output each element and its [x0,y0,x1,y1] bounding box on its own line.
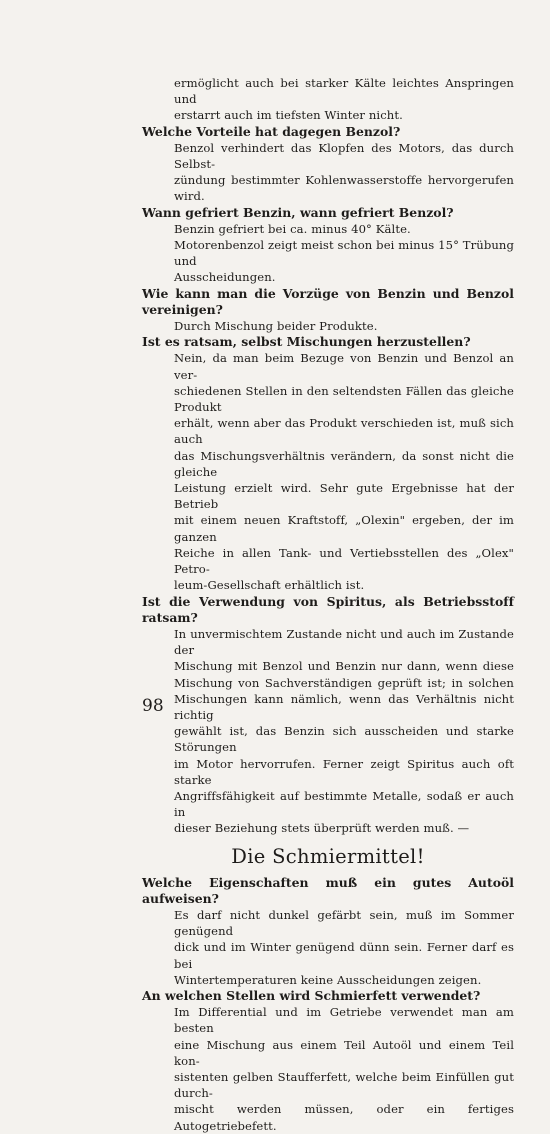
answer-text [174,350,514,593]
answer-text [174,140,514,205]
qa-spiritus [142,594,514,837]
answer-text [174,221,514,286]
text-line: ermöglicht auch bei starker Kälte leichtes Anspringen und [174,76,514,107]
text-line: das Mischungsverhältnis verändern, da sonst nicht die gleiche [174,448,514,479]
answer-text [174,907,514,988]
text-line: Durch Mischung beider Produkte. [174,319,378,334]
question-heading: Wann gefriert Benzin, wann gefriert Benzol? [142,204,454,220]
text-line: Im Differential und im Getriebe verwendet man am besten [174,1005,514,1036]
text-line: dieser Beziehung stets überprüft werden muß. — [174,821,470,836]
question-heading: Ist es ratsam, selbst Mischungen herzustellen? [142,334,471,350]
text-line: Motorenbenzol zeigt meist schon bei minus 15° Trübung und [174,238,514,269]
qa-gefrierpunkt [142,205,514,286]
text-line: mit einem neuen Kraftstoff, „Olexin" ergeben, der im ganzen [174,513,514,544]
qa-vorzuege-vereinigen [142,286,514,335]
text-line: Mischungen kann nämlich, wenn das Verhältnis nicht richtig [174,691,514,722]
answer-text [174,75,514,124]
text-line: Wintertemperaturen keine Ausscheidungen zeigen. [174,972,482,987]
text-line: Nein, da man beim Bezuge von Benzin und Benzol an ver- [174,351,514,382]
page-text [142,75,514,1134]
question-heading: Welche Vorteile hat dagegen Benzol? [142,123,401,139]
text-line: Angriffsfähigkeit auf bestimmte Metalle, sodaß er auch in [174,788,514,820]
text-line: Es darf nicht dunkel gefärbt sein, muß im Sommer genügend [174,907,514,939]
text-line: leum-Gesellschaft erhältlich ist. [174,578,365,593]
text-line: gewählt ist, das Benzin sich ausscheiden und starke Störungen [174,724,514,755]
text-line: Mischung mit Benzol und Benzin nur dann, wenn diese [174,659,514,674]
qa-benzol-vorteile [142,124,514,205]
text-line: schiedenen Stellen in den seltendsten Fällen das gleiche Produkt [174,383,514,415]
text-line: erstarrt auch im tiefsten Winter nicht. [174,108,403,123]
qa-autooel [142,875,514,988]
text-line: Leistung erzielt wird. Sehr gute Ergebnisse hat der Betrieb [174,481,514,512]
answer-text [174,318,514,334]
page-number: 98 [142,696,164,716]
text-line: sistenten gelben Staufferfett, welche beim Einfüllen gut durch- [174,1069,514,1101]
text-line: Ausscheidungen. [174,270,276,285]
question-heading: Ist die Verwendung von Spiritus, als Betriebsstoff ratsam? [142,593,514,625]
text-line: im Motor hervorrufen. Ferner zeigt Spiritus auch oft starke [174,756,514,787]
text-line: In unvermischtem Zustande nicht und auch im Zustande der [174,626,514,658]
question-heading: Welche Eigenschaften muß ein gutes Autoöl aufweisen? [142,874,514,906]
answer-text [174,1004,514,1134]
text-line: eine Mischung aus einem Teil Autoöl und einem Teil kon- [174,1037,514,1068]
answer-text [174,626,514,837]
text-line: Reiche in allen Tank- und Vertiebsstellen des „Olex" Petro- [174,545,514,577]
text-line: dick und im Winter genügend dünn sein. Ferner darf es bei [174,940,514,971]
text-line: zündung bestimmter Kohlenwasserstoffe hervorgerufen wird. [174,173,514,204]
text-line: erhält, wenn aber das Produkt verschieden ist, muß sich auch [174,416,514,447]
question-heading: An welchen Stellen wird Schmierfett verwendet? [142,987,481,1003]
section-heading: Die Schmiermittel! [231,844,425,868]
qa-schmierfett [142,988,514,1134]
text-line: Mischung von Sachverständigen geprüft ist; in solchen [174,675,514,690]
text-line: mischt werden müssen, oder ein fertiges Autogetriebefett. [174,1102,514,1133]
question-heading: Wie kann man die Vorzüge von Benzin und Benzol vereinigen? [142,285,514,317]
text-line: Benzol verhindert das Klopfen des Motors, das durch Selbst- [174,140,514,172]
qa-mischungen-herstellen [142,334,514,593]
intro-paragraph [142,75,514,124]
text-line: Benzin gefriert bei ca. minus 40° Kälte. [174,221,411,236]
